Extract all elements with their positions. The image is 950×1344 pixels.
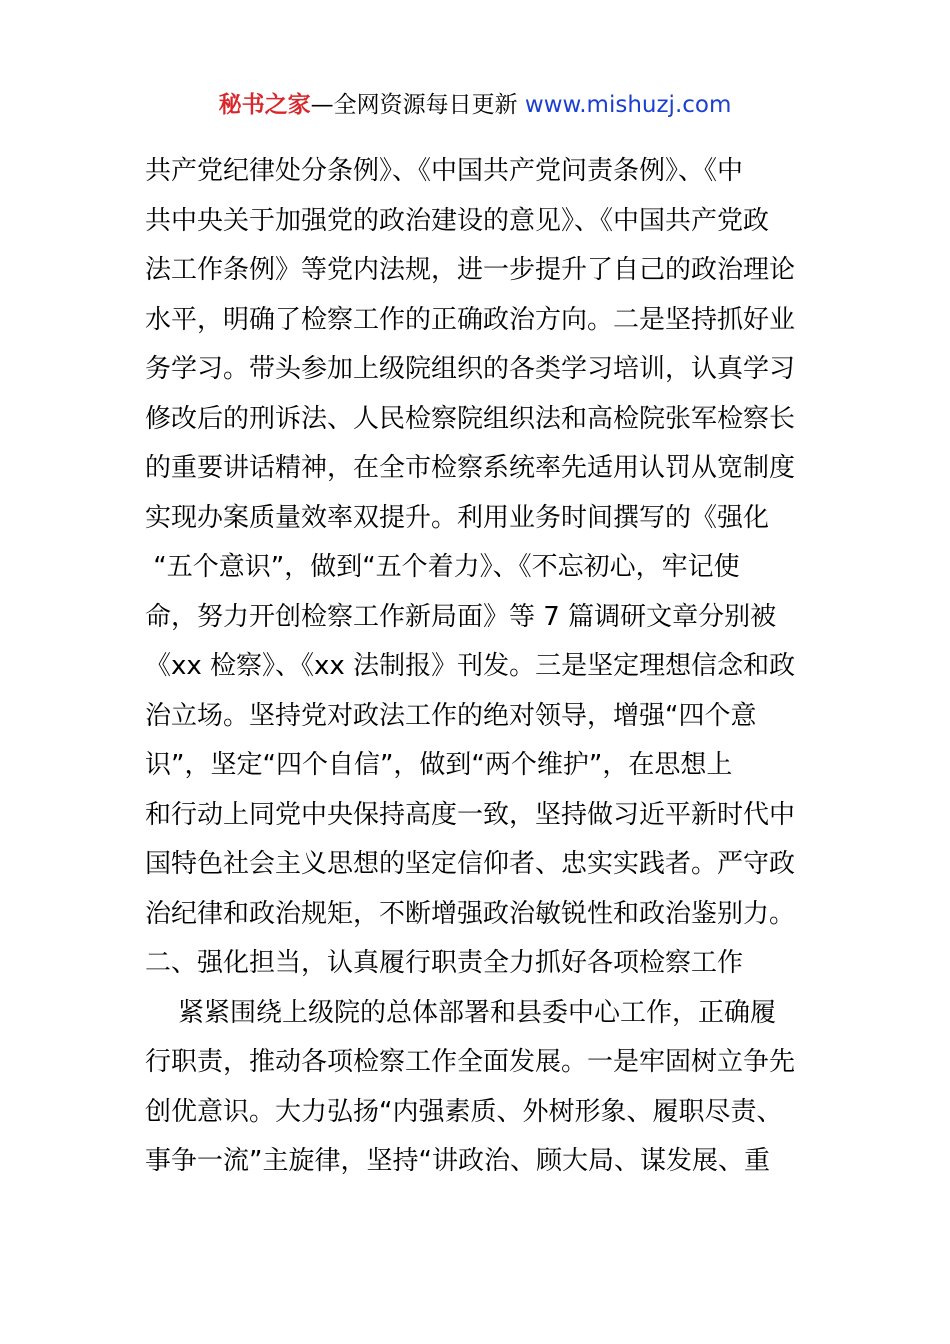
body-line: 命，努力开创检察工作新局面》等 7 篇调研文章分别被 — [145, 601, 777, 632]
body-line: 《xx 检察》、《xx 法制报》刊发。三是坚定理想信念和政 — [145, 651, 796, 681]
site-url-link[interactable]: www.mishuzj.com — [524, 92, 732, 118]
section-heading: 二、强化担当，认真履行职责全力抓好各项检察工作 — [145, 948, 744, 978]
body-line: 务学习。带头参加上级院组织的各类学习培训，认真学习 — [145, 354, 796, 384]
body-line: 和行动上同党中央保持高度一致，坚持做习近平新时代中 — [145, 799, 796, 830]
body-line: 治纪律和政治规矩，不断增强政治敏锐性和政治鉴别力。 — [145, 898, 796, 929]
body-line: 实现办案质量效率双提升。利用业务时间撰写的《强化 — [145, 502, 770, 533]
header-tagline: —全网资源每日更新 — [310, 92, 525, 118]
body-line: 创优意识。大力弘扬“内强素质、外树形象、履职尽责、 — [145, 1096, 783, 1127]
body-line: 事争一流”主旋律，坚持“讲政治、顾大局、谋发展、重 — [145, 1146, 770, 1176]
body-line: 国特色社会主义思想的坚定信仰者、忠实实践者。严守政 — [145, 849, 796, 879]
body-line: 的重要讲话精神，在全市检察系统率先适用认罚从宽制度 — [145, 453, 796, 483]
body-line: 水平，明确了检察工作的正确政治方向。二是坚持抓好业 — [145, 304, 796, 335]
body-line: 紧紧围绕上级院的总体部署和县委中心工作，正确履 — [145, 997, 777, 1028]
body-line: 法工作条例》等党内法规，进一步提升了自己的政治理论 — [145, 255, 796, 285]
brand-name: 秘书之家 — [218, 92, 311, 118]
body-line: 共产党纪律处分条例》、《中国共产党问责条例》、《中 — [145, 156, 744, 186]
body-line: 识”，坚定“四个自信”，做到“两个维护”，在思想上 — [145, 750, 733, 780]
body-line: 共中央关于加强党的政治建设的意见》、《中国共产党政 — [145, 205, 770, 236]
body-line: 治立场。坚持党对政法工作的绝对领导，增强“四个意 — [145, 700, 757, 731]
document-body — [145, 147, 825, 1187]
body-line: 行职责，推动各项检察工作全面发展。一是牢固树立争先 — [145, 1047, 796, 1077]
page-header — [0, 88, 950, 122]
body-line: 修改后的刑诉法、人民检察院组织法和高检院张军检察长 — [145, 403, 796, 434]
body-line: “五个意识”，做到“五个着力》、《不忘初心，牢记使 — [145, 552, 740, 582]
